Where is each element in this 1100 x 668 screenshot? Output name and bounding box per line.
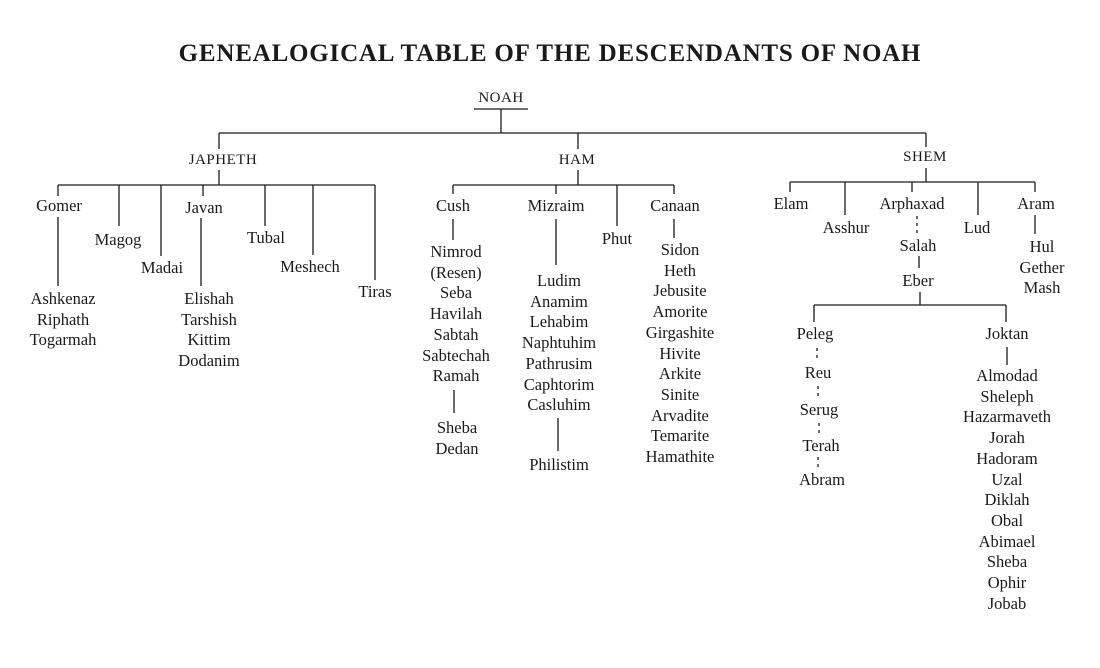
node-arvadite: Arvadite: [651, 405, 709, 425]
node-mash: Mash: [1023, 278, 1061, 298]
node-ham: HAM: [558, 152, 596, 168]
node-gether: Gether: [1019, 257, 1065, 277]
ramah-descendants: [435, 418, 478, 459]
node-sabtah: Sabtah: [433, 324, 479, 344]
node-kittim: Kittim: [187, 330, 231, 350]
canaan-descendants: [646, 240, 715, 468]
node-terah: Terah: [802, 436, 840, 455]
node-uzal: Uzal: [991, 469, 1023, 489]
node-meshech: Meshech: [280, 257, 340, 276]
node-arkite: Arkite: [658, 364, 702, 384]
node-lud: Lud: [963, 218, 991, 237]
node-elishah: Elishah: [184, 289, 234, 308]
node-japheth: JAPHETH: [188, 152, 258, 168]
node-anamim: Anamim: [530, 291, 588, 311]
node-phut: Phut: [601, 229, 633, 248]
node-shem: SHEM: [903, 149, 947, 165]
node-canaan: Canaan: [650, 196, 700, 215]
node-obal: Obal: [990, 510, 1024, 530]
node-naphtuhim: Naphtuhim: [521, 333, 597, 353]
node-temarite: Temarite: [650, 426, 710, 446]
node-peleg: Peleg: [796, 324, 834, 343]
gomer-descendants: [30, 289, 97, 351]
node-aram: Aram: [1017, 194, 1055, 213]
node-hul: Hul: [1029, 237, 1055, 256]
node-jobab: Jobab: [987, 593, 1027, 613]
node-magog: Magog: [94, 230, 142, 249]
node-asshur: Asshur: [822, 218, 870, 237]
node-lehabim: Lehabim: [529, 312, 589, 332]
node-almodad: Almodad: [976, 366, 1038, 385]
node-noah: NOAH: [478, 90, 524, 106]
node-pathrusim: Pathrusim: [525, 353, 593, 373]
node-dedan: Dedan: [435, 438, 479, 458]
node-sinite: Sinite: [660, 384, 700, 404]
node-resen: (Resen): [430, 262, 482, 282]
node-sheba-joktan: Sheba: [986, 552, 1028, 572]
node-girgashite: Girgashite: [645, 322, 715, 342]
node-madai: Madai: [140, 258, 184, 277]
node-reu: Reu: [804, 363, 832, 382]
node-sheleph: Sheleph: [980, 386, 1034, 406]
joktan-descendants: [963, 366, 1051, 614]
javan-descendants: [178, 289, 239, 372]
node-sheba-ramah: Sheba: [436, 418, 478, 437]
node-hamathite: Hamathite: [645, 447, 715, 467]
node-seba: Seba: [439, 283, 473, 303]
node-riphath: Riphath: [36, 309, 90, 329]
node-jebusite: Jebusite: [653, 281, 707, 301]
node-amorite: Amorite: [652, 302, 708, 322]
node-elam: Elam: [773, 194, 809, 213]
node-casluhim: Casluhim: [527, 395, 591, 415]
node-hivite: Hivite: [659, 343, 701, 363]
node-salah: Salah: [899, 236, 937, 255]
node-nimrod: Nimrod: [430, 242, 482, 261]
node-sidon: Sidon: [660, 240, 700, 259]
node-mizraim: Mizraim: [527, 196, 585, 215]
node-tubal: Tubal: [247, 228, 285, 247]
node-ramah: Ramah: [432, 366, 480, 386]
node-tarshish: Tarshish: [181, 309, 237, 329]
node-philistim: Philistim: [529, 455, 589, 474]
node-havilah: Havilah: [429, 304, 483, 324]
node-togarmah: Togarmah: [29, 330, 97, 350]
node-ophir: Ophir: [987, 573, 1027, 593]
node-ludim: Ludim: [537, 271, 581, 290]
aram-descendants: [1020, 237, 1065, 299]
node-abimael: Abimael: [978, 531, 1036, 551]
node-caphtorim: Caphtorim: [523, 374, 595, 394]
node-javan: Javan: [185, 198, 223, 217]
node-joktan: Joktan: [985, 324, 1029, 343]
node-gomer: Gomer: [36, 196, 82, 215]
node-arphaxad: Arphaxad: [879, 194, 945, 213]
node-diklah: Diklah: [984, 490, 1030, 510]
node-cush: Cush: [436, 196, 470, 215]
node-hadoram: Hadoram: [976, 448, 1038, 468]
node-heth: Heth: [663, 260, 697, 280]
node-tiras: Tiras: [358, 282, 392, 301]
cush-descendants: [422, 242, 490, 387]
node-ashkenaz: Ashkenaz: [30, 289, 96, 308]
node-abram: Abram: [799, 470, 845, 489]
node-eber: Eber: [902, 271, 934, 290]
node-jorah: Jorah: [989, 428, 1025, 448]
node-sabtechah: Sabtechah: [422, 345, 490, 365]
diagram-title: GENEALOGICAL TABLE OF THE DESCENDANTS OF NOAH: [178, 40, 922, 67]
node-serug: Serug: [799, 400, 839, 419]
node-dodanim: Dodanim: [178, 351, 240, 371]
mizraim-descendants: [522, 271, 596, 416]
node-hazarmaveth: Hazarmaveth: [963, 407, 1051, 427]
